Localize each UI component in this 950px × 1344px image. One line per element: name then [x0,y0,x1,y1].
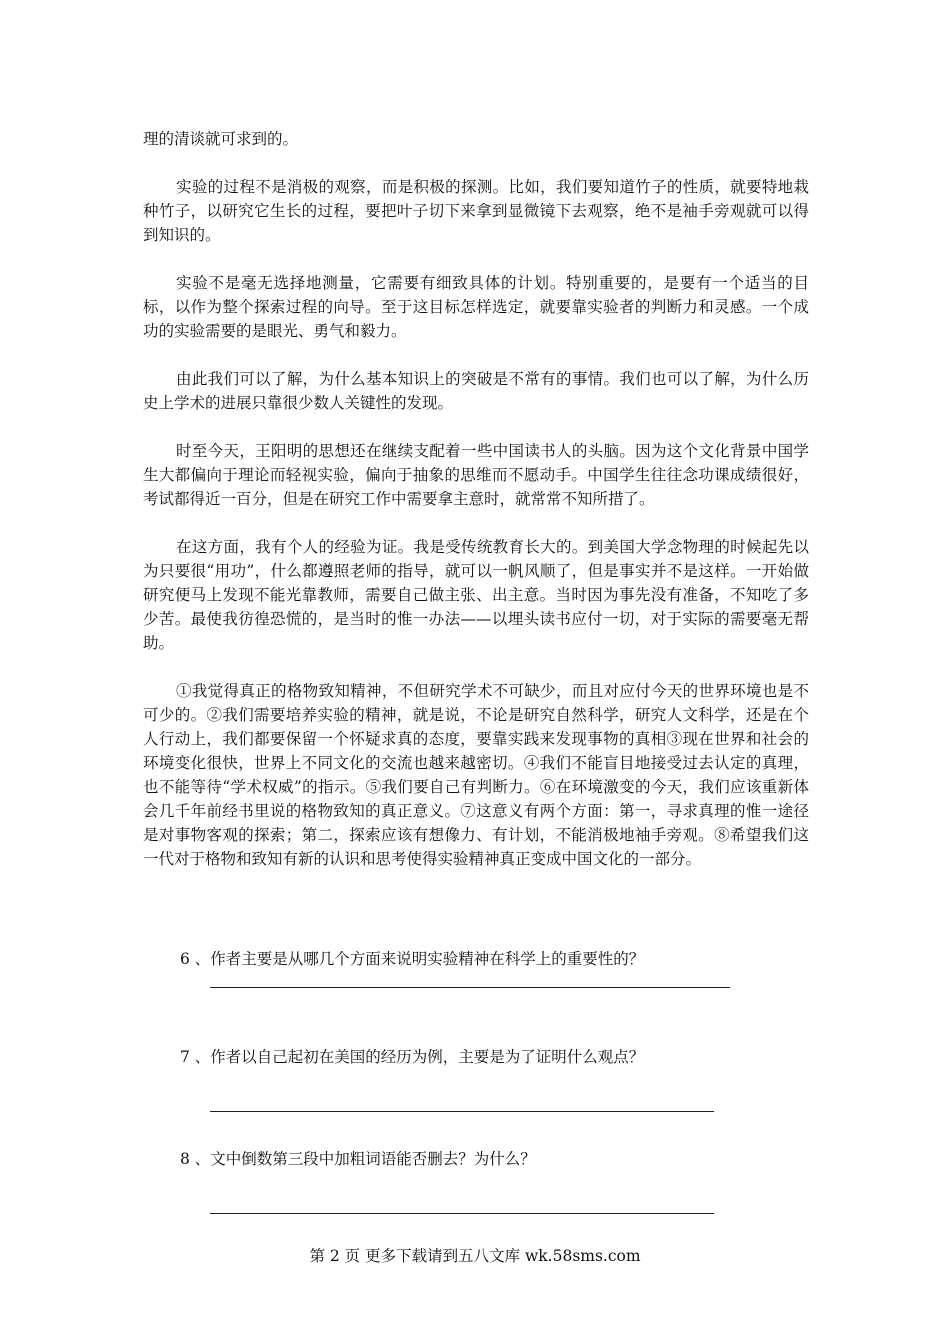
paragraph-experiment-process: 实验的过程不是消极的观察，而是积极的探测。比如，我们要知道竹子的性质，就要特地栽种竹子，以研究它生长的过程，要把叶子切下来拿到显微镜下去观察，绝不是袖手旁观就可以得到知识的。 [143,178,809,244]
paragraph-breakthrough: 由此我们可以了解，为什么基本知识上的突破是不常有的事情。我们也可以了解，为什么历史上学术的进展只靠很少数人关键性的发现。 [143,370,809,412]
paragraph-personal-experience: 在这方面，我有个人的经验为证。我是受传统教育长大的。到美国大学念物理的时候起先以为只要很“用功”，什么都遵照老师的指导，就可以一帆风顺了，但是事实并不是这样。一开始做研究便马上发现不能光靠教师，需要自己做主张、出主意。当时因为事先没有准备，不知吃了多少苦。最使我彷徨恐慌的，是当时的惟一办法——以埋头读书应付一切，对于实际的需要毫无帮助。 [143,538,809,652]
question-6: 6 、作者主要是从哪几个方面来说明实验精神在科学上的重要性的？ [180,950,645,968]
answer-line-7[interactable] [210,1111,714,1112]
paragraph-numbered-sentences: ①我觉得真正的格物致知精神，不但研究学术不可缺少，而且对应付今天的世界环境也是不可少的。②我们需要培养实验的精神，就是说，不论是研究自然科学，研究人文科学，还是在个人行动上，我们都要保留一个怀疑求真的态度，要靠实践来发现事物的真相③现在世界和社会的环境变化很快，世界上不同文化的交流也越来越密切。④我们不能盲目地接受过去认定的真理，也不能等待“学术权威”的指示。⑤我们要自己有判断力。⑥在环境激变的今天，我们应该重新体会几千年前经书里说的格物致知的真正意义。⑦这意义有两个方面：第一，寻求真理的惟一途径是对事物客观的探索；第二，探索应该有想像力、有计划，不能消极地袖手旁观。⑧希望我们这一代对于格物和致知有新的认识和思考使得实验精神真正变成中国文化的一部分。 [143,682,809,868]
answer-line-6[interactable] [210,987,730,988]
question-7: 7 、作者以自己起初在美国的经历为例，主要是为了证明什么观点？ [180,1048,645,1066]
question-8: 8 、文中倒数第三段中加粗词语能否删去？为什么？ [180,1150,536,1168]
paragraph-experiment-plan: 实验不是毫无选择地测量，它需要有细致具体的计划。特别重要的，是要有一个适当的目标，以作为整个探索过程的向导。至于这目标怎样选定，就要靠实验者的判断力和灵感。一个成功的实验需要的是眼光、勇气和毅力。 [143,274,809,340]
answer-line-8[interactable] [210,1213,714,1214]
paragraph-continuation: 理的清谈就可求到的。 [143,130,299,148]
paragraph-wang-yangming: 时至今天，王阳明的思想还在继续支配着一些中国读书人的头脑。因为这个文化背景中国学生大都偏向于理论而轻视实验，偏向于抽象的思维而不愿动手。中国学生往往念功课成绩很好，考试都得近一百分，但是在研究工作中需要拿主意时，就常常不知所措了。 [143,442,809,508]
page-footer: 第 2 页 更多下载请到五八文库 wk.58sms.com [309,1247,641,1265]
